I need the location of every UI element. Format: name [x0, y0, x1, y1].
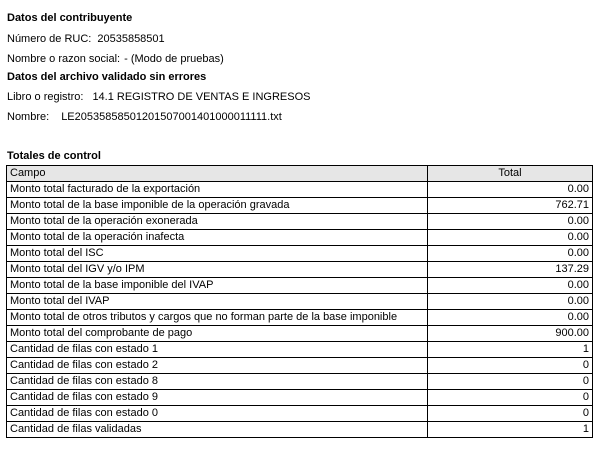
- total-cell: 0.00: [428, 246, 593, 262]
- table-row: [7, 310, 593, 326]
- archivo-nombre-label: Nombre:: [7, 111, 50, 123]
- campo-cell: Monto total de la base imponible de la operación gravada: [7, 198, 428, 214]
- total-cell: 0: [428, 358, 593, 374]
- total-cell: 0.00: [428, 214, 593, 230]
- campo-cell: Monto total del IVAP: [7, 294, 428, 310]
- total-cell: 0.00: [428, 230, 593, 246]
- libro-label: Libro o registro:: [7, 91, 84, 103]
- campo-cell: Monto total del IGV y/o IPM: [7, 262, 428, 278]
- archivo-heading: Datos del archivo validado sin errores: [7, 71, 207, 83]
- archivo-nombre-row: [7, 111, 282, 123]
- table-row: [7, 246, 593, 262]
- razon-social-row: [7, 53, 224, 65]
- campo-cell: Monto total del ISC: [7, 246, 428, 262]
- column-header-total: Total: [428, 166, 593, 182]
- total-cell: 0: [428, 406, 593, 422]
- total-cell: 1: [428, 422, 593, 438]
- ruc-value: 20535858501: [97, 33, 165, 45]
- table-row: [7, 262, 593, 278]
- campo-cell: Cantidad de filas con estado 0: [7, 406, 428, 422]
- totales-heading: Totales de control: [7, 150, 101, 162]
- totales-table: [6, 165, 593, 438]
- ruc-row: [7, 33, 165, 45]
- total-cell: 0: [428, 390, 593, 406]
- total-cell: 1: [428, 342, 593, 358]
- table-row: [7, 342, 593, 358]
- campo-cell: Monto total facturado de la exportación: [7, 182, 428, 198]
- razon-social-label: Nombre o razon social:: [7, 53, 121, 65]
- table-header-row: [7, 166, 593, 182]
- total-cell: 0.00: [428, 278, 593, 294]
- total-cell: 0.00: [428, 310, 593, 326]
- campo-cell: Monto total de la operación exonerada: [7, 214, 428, 230]
- total-cell: 0.00: [428, 182, 593, 198]
- campo-cell: Monto total de la operación inafecta: [7, 230, 428, 246]
- table-row: [7, 374, 593, 390]
- table-row: [7, 326, 593, 342]
- campo-cell: Monto total del comprobante de pago: [7, 326, 428, 342]
- contribuyente-heading: Datos del contribuyente: [7, 12, 133, 24]
- campo-cell: Cantidad de filas con estado 8: [7, 374, 428, 390]
- column-header-campo: Campo: [7, 166, 428, 182]
- table-row: [7, 358, 593, 374]
- table-row: [7, 182, 593, 198]
- total-cell: 762.71: [428, 198, 593, 214]
- table-row: [7, 390, 593, 406]
- table-row: [7, 422, 593, 438]
- table-row: [7, 406, 593, 422]
- ruc-label: Número de RUC:: [7, 33, 92, 45]
- razon-social-value: - (Modo de pruebas): [124, 53, 224, 65]
- campo-cell: Cantidad de filas validadas: [7, 422, 428, 438]
- libro-value: 14.1 REGISTRO DE VENTAS E INGRESOS: [92, 91, 311, 103]
- table-row: [7, 278, 593, 294]
- table-row: [7, 294, 593, 310]
- total-cell: 0.00: [428, 294, 593, 310]
- total-cell: 0: [428, 374, 593, 390]
- archivo-nombre-value: LE20535858501201507001401000011111.txt: [61, 111, 282, 123]
- campo-cell: Monto total de la base imponible del IVAP: [7, 278, 428, 294]
- total-cell: 137.29: [428, 262, 593, 278]
- campo-cell: Cantidad de filas con estado 2: [7, 358, 428, 374]
- campo-cell: Cantidad de filas con estado 1: [7, 342, 428, 358]
- total-cell: 900.00: [428, 326, 593, 342]
- table-row: [7, 198, 593, 214]
- table-row: [7, 214, 593, 230]
- table-row: [7, 230, 593, 246]
- campo-cell: Cantidad de filas con estado 9: [7, 390, 428, 406]
- campo-cell: Monto total de otros tributos y cargos que no forman parte de la base imponible: [7, 310, 428, 326]
- libro-row: [7, 91, 310, 103]
